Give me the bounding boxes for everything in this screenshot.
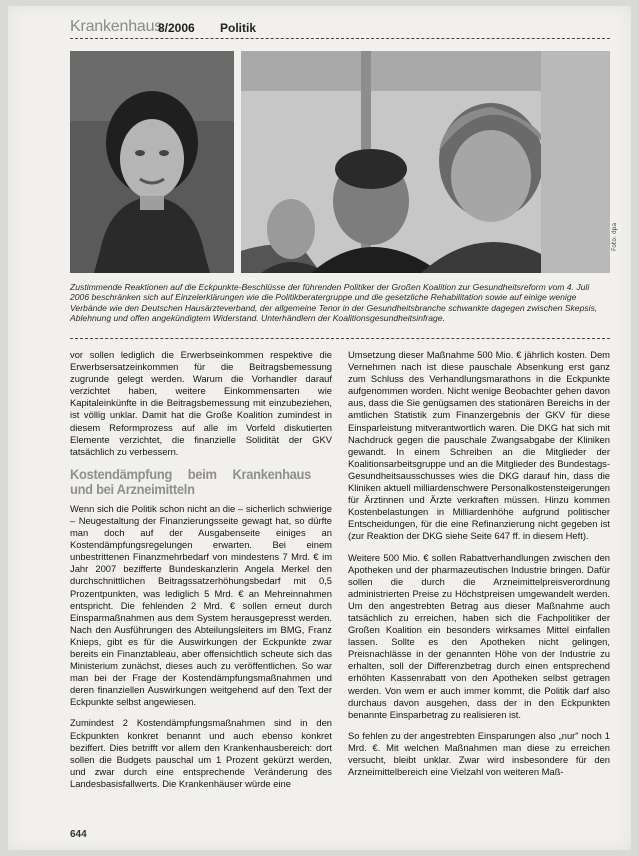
left-column — [70, 349, 332, 799]
right-paragraph-1: Umsetzung dieser Maßnahme 500 Mio. € jährlich kosten. Dem Vernehmen nach ist diese pauschale Absenkung erst ganz zum Schluss des Verhandlungsmarathons in die Eckpunkte aufgenommen worden. Nicht wenige Beobachter gehen davon aus, dass die Sie genügsamen des stationären Bereichs in der amtlichen Statistik zum Finanzergebnis der GKV für diese Einsparleistung mitverantwortlich waren. Die DKG hat sich mit Nachdruck gegen die pauschale Zwangsabgabe der Kliniken gewandt. In einem Schreiben an die Mitglieder der Koalitionsarbeitsgruppe und an die Mitglieder des Bundestags-Gesundheitsausschusses wies die DKG darauf hin, dass die Kliniken aktuell milliardenschwere Personalkostensteigerungen für Ärztinnen und Ärzte verkraften müssen. Hinzu kommen Kostenbelastungen in Milliardenhöhe aufgrund politischer Entscheidungen, für die eine Refinanzierung nicht gegeben ist (zur Reaktion der DKG siehe Seite 647 ff. in diesem Heft). — [348, 349, 610, 542]
section-subheading: Kostendämpfung beim Krankenhaus und bei Arzneimitteln — [70, 465, 312, 497]
portrait-photo — [70, 51, 234, 273]
left-paragraph-3: Zumindest 2 Kostendämpfungsmaßnahmen sind in den Eckpunkten konkret benannt und auch ebenso konkret beziffert. Dies betrifft vor allem den Krankenhausbereich: dort sollen die Budgets pauschal um 1 Prozent gekürzt werden, und zwar durch eine entsprechende Veränderung des Landesbasisfallwerts. Die Krankenhäuser würde eine — [70, 717, 332, 789]
right-column — [348, 349, 610, 787]
left-paragraph-1: vor sollen lediglich die Erwerbseinkommen respektive die Erwerbsersatzeinkommen für die Beitragsbemessung zugrunde gelegt werden. Warum die Vorhandler darauf verzichtet haben, weitere Einkommensarten wie Kapitaleinkünfte in die Beitragsbemessung mit einzubeziehen, ist völlig unklar. Damit hat die Große Koalition zumindest in diesem Reformprozess auf alle im Vorfeld diskutierten Elemente verzichtet, die finanzielle Solidität der GKV tatsächlich zu verbessern. — [70, 349, 332, 457]
page-number: 644 — [70, 829, 87, 840]
politicians-photo — [241, 51, 610, 273]
page-header — [70, 18, 610, 39]
right-paragraph-2: Weitere 500 Mio. € sollen Rabattverhandlungen zwischen den Apotheken und der pharmazeutischen Industrie bringen. Dafür sollen die durch die Arzneimittelpreisverordnung administrierten Preise zu Höchstpreisen umgewandelt werden. Um den angestrebten Betrag aus dieser Maßnahme auch tatsächlich zu erreichen, haben sich die Fachpolitiker der Großen Koalition ein besonders wirksames Mittel einfallen lassen. Sollte es den Apotheken nicht gelingen, Preisnachlässe in der genannten Höhe von der Industrie zu erhalten, soll der Differenzbetrag durch einen entsprechend erhöhten Kassenrabatt von den Apotheken selbst getragen werden. Von wem er auch immer kommt, die Politik darf also durchaus davon ausgehen, dass der in den Eckpunkten benannte Einsparbetrag zu realisieren ist. — [348, 551, 610, 720]
magazine-page — [8, 6, 631, 850]
issue-number: 8/2006 — [158, 21, 195, 35]
photo-area — [70, 51, 610, 273]
photo-credit: Foto: dpa — [611, 222, 618, 251]
magazine-title: Krankenhaus — [70, 18, 163, 35]
photo-caption: Zustimmende Reaktionen auf die Eckpunkte-Beschlüsse der führenden Politiker der Großen Koalition zur Gesundheitsreform vom 4. Juli 2006 beschränken sich auf Einzelerklärungen wie die Politikberatergruppe und die gesetzliche Rehabilitation sowie auf einige wenige Verbände wie den Deutschen Hausärzteverband, der allgemeine Tenor in der Gesundheitsbranche schwankte dagegen zwischen Skepsis, Ablehnung und offen angekündigtem Widerstand. Unterhändlern der Koalitionsgesundheitsinfrage. — [70, 282, 610, 339]
left-paragraph-2: Wenn sich die Politik schon nicht an die – sicherlich schwierige – Neugestaltung der Finanzierungsseite gewagt hat, so dürfte man doch auf der Ausgabenseite einiges an Kostendämpfungsregelungen erwarten. Bei einem unbestrittenen Finanzmehrbedarf von mindestens 7 Mrd. € im Jahr 2007 bezifferte Bundeskanzlerin Angela Merkel den durchschnittlichen Beitragssatzerhöhungsbedarf mit 0,5 Prozentpunkten, was lediglich 5 Mrd. € an Mehreinnahmen entspricht. Die fehlenden 2 Mrd. € sollen erneut durch Einsparmaßnahmen aus dem System herausgepresst werden. Nach den Ausführungen des Abteilungsleiters im BMG, Franz Knieps, gibt es für die Auswirkungen der Eckpunkte zwar bereits ein Finanztableau, aber offensichtlich scheute sich das Ministerium zunächst, dieses auch zu veröffentlichen. So war man bei der Frage der Kostendämpfungsmaßnahmen und deren finanziellen Auswirkungen weitgehend auf den Text der Eckpunkte selbst angewiesen. — [70, 502, 332, 708]
section-label: Politik — [220, 21, 257, 35]
right-paragraph-3: So fehlen zu der angestrebten Einsparungen also „nur" noch 1 Mrd. €. Mit welchen Maßnahmen man diese zu erreichen versucht, bleibt unklar. Zwar wird insbesondere für den Arzneimittelbereich eine Vielzahl von weiteren Maß- — [348, 729, 610, 778]
